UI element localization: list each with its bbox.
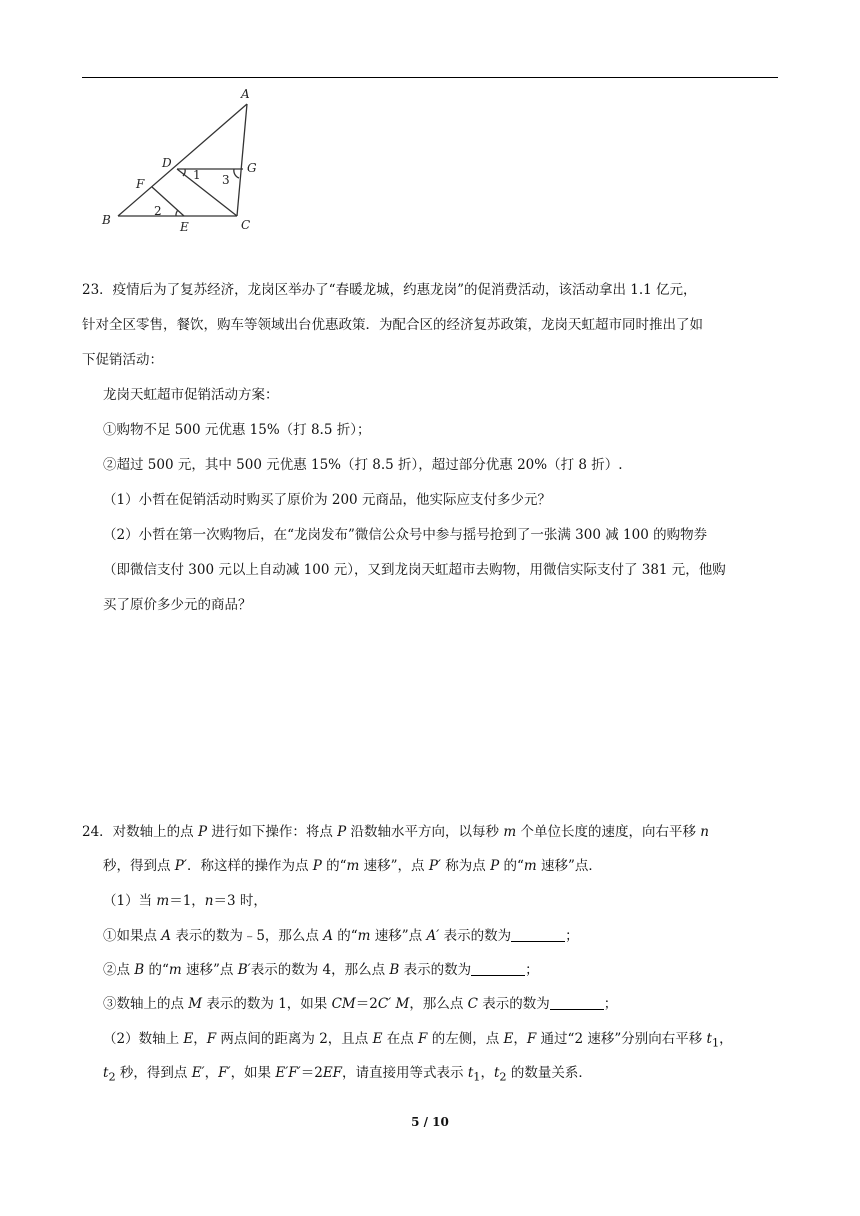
- q23-line-3: 下促销活动：: [82, 352, 163, 368]
- page-number: 5 / 10: [411, 1115, 449, 1129]
- label-D: D: [162, 156, 172, 170]
- q23-line-6: ②超过 500 元，其中 500 元优惠 15%（打 8.5 折），超过部分优惠 20%（打 8 折）.: [103, 457, 623, 473]
- q24-line-2: 秒，得到点 P′．称这样的操作为点 P 的“m 速移”，点 P′ 称为点 P 的“m 速移”点．: [103, 858, 602, 874]
- label-angle-2: 2: [154, 204, 162, 218]
- answer-blank-1[interactable]: [511, 927, 565, 942]
- q23-line-10: 买了原价多少元的商品？: [103, 597, 252, 613]
- q24-line-1: 24．对数轴上的点 P 进行如下操作：将点 P 沿数轴水平方向，以每秒 m 个单位长度的速度，向右平移 n: [82, 824, 709, 840]
- q23-line-7: （1）小哲在促销活动时购买了原价为 200 元商品，他实际应支付多少元？: [103, 492, 551, 508]
- angle-3-arc: [234, 169, 239, 178]
- label-angle-3: 3: [222, 173, 230, 187]
- label-angle-1: 1: [193, 168, 201, 182]
- line-AC: [237, 104, 247, 216]
- q23-line-5: ①购物不足 500 元优惠 15%（打 8.5 折）；: [103, 422, 371, 438]
- q24-line-4: ①如果点 A 表示的数为﹣5，那么点 A 的“m 速移”点 A′ 表示的数为 ；: [103, 928, 579, 944]
- label-F: F: [136, 177, 145, 191]
- q24-line-5: ②点 B 的“m 速移”点 B′表示的数为 4，那么点 B 表示的数为 ；: [103, 962, 539, 978]
- q23-line-2: 针对全区零售，餐饮，购车等领域出台优惠政策．为配合区的经济复苏政策，龙岗天虹超市同时推出了如: [82, 317, 703, 333]
- header-rule: [82, 77, 778, 78]
- label-B: B: [102, 213, 111, 227]
- angle-2-arc: [176, 210, 178, 216]
- q23-line-1: 23．疫情后为了复苏经济，龙岗区举办了“春暖龙城，约惠龙岗”的促消费活动，该活动拿出 1.1 亿元，: [82, 282, 697, 298]
- line-BA: [118, 104, 247, 216]
- q23-line-4: 龙岗天虹超市促销活动方案：: [103, 387, 279, 403]
- geometry-figure: [96, 84, 276, 240]
- q24-line-6: ③数轴上的点 M 表示的数为 1，如果 CM＝2C′ M，那么点 C 表示的数为 ；: [103, 996, 618, 1012]
- q24-line-7: （2）数轴上 E，F 两点间的距离为 2，且点 E 在点 F 的左侧，点 E，F 通过“2 速移”分别向右平移 $t_1$，: [103, 1031, 733, 1050]
- label-E: E: [180, 220, 189, 234]
- answer-blank-3[interactable]: [550, 995, 604, 1010]
- label-C: C: [241, 218, 251, 232]
- q24-line-8: $t_2$ 秒，得到点 E′，F′，如果 E′F′＝2EF，请直接用等式表示 $t_1$，$t_2$ 的数量关系．: [103, 1065, 592, 1084]
- label-A: A: [241, 87, 250, 101]
- answer-blank-2[interactable]: [471, 961, 525, 976]
- q24-line-3: （1）当 m＝1，n＝3 时，: [103, 893, 267, 909]
- q23-line-9: （即微信支付 300 元以上自动减 100 元），又到龙岗天虹超市去购物，用微信实际支付了 381 元，他购: [103, 562, 726, 578]
- label-G: G: [247, 161, 257, 175]
- q23-line-8: （2）小哲在第一次购物后，在“龙岗发布”微信公众号中参与摇号抢到了一张满 300 减 100 的购物券: [103, 527, 708, 543]
